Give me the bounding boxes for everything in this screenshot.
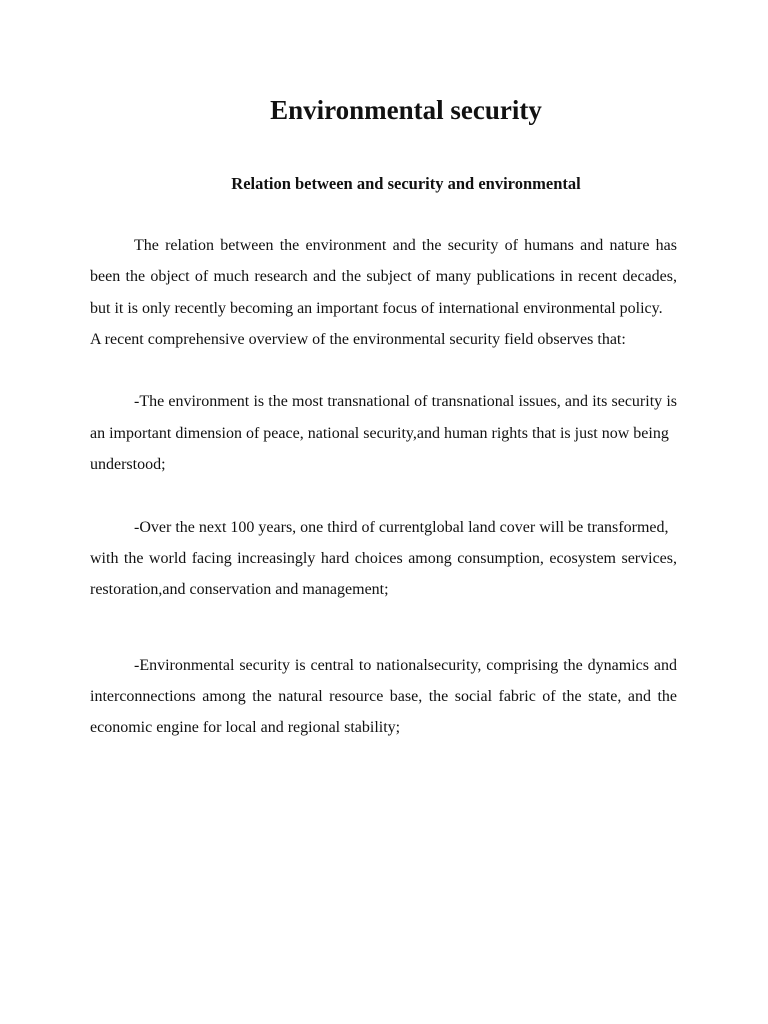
document-subtitle: Relation between and security and environmental [231, 174, 581, 193]
spacer [90, 355, 677, 386]
bullet-land-cover: -Over the next 100 years, one third of currentglobal land cover will be transformed, [134, 518, 669, 536]
bullet-environment-transnational-cont: understood; [90, 456, 166, 474]
bullet-environment-transnational: -The environment is the most transnational of transnational issues, and its security is an important dimension of peace, national security,and human rights that is just now being [90, 393, 677, 442]
paragraph-intro: The relation between the environment and the security of humans and nature has been the object of much research and the subject of many publications in recent decades, but it is only recently becoming an important focus of international environmental policy. [90, 237, 677, 317]
document-body [90, 230, 677, 743]
spacer [90, 606, 677, 650]
spacer [90, 480, 677, 511]
bullet-land-cover-cont: with the world facing increasingly hard choices among consumption, ecosystem services, restoration,and conservation and management; [90, 549, 677, 599]
document-title: Environmental security [270, 95, 542, 125]
paragraph-overview: A recent comprehensive overview of the environmental security field observes that: [90, 330, 626, 348]
bullet-national-security: -Environmental security is central to nationalsecurity, comprising the dynamics and interconnections among the natural resource base, the social fabric of the state, and the economic engine for local and regional stability; [90, 656, 677, 737]
